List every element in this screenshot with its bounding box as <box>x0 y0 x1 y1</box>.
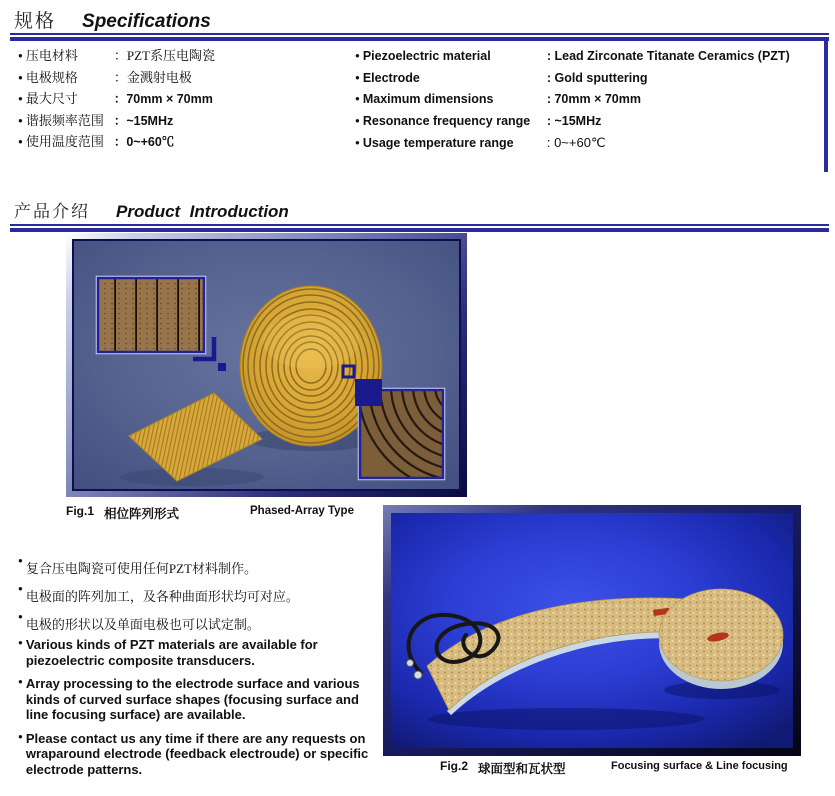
spec-value: ：PZT系压电陶瓷 <box>113 48 215 63</box>
bullet-dot: ● <box>18 584 23 593</box>
spec-row <box>18 110 215 132</box>
product-introduction-heading <box>14 197 289 222</box>
spec-row <box>355 114 790 136</box>
spec-label: Usage temperature range <box>362 136 514 151</box>
bullet-dot: ● <box>18 115 23 125</box>
spec-label: 电极规格 <box>25 69 78 85</box>
focusing-disc-transducer <box>659 589 783 689</box>
fig1-caption-cn: 相位阵列形式 <box>104 507 180 521</box>
bullet-dot: ● <box>18 612 23 621</box>
wire-terminal <box>407 660 414 667</box>
spec-label: 最大尺寸 <box>25 91 78 107</box>
spec-table-cn <box>18 45 215 153</box>
feature-list-cn <box>18 558 378 642</box>
spec-value: : 70mm × 70mm <box>546 92 641 107</box>
spec-value: ：~15MHz <box>113 113 174 128</box>
fig2-photo-frame <box>383 505 801 756</box>
bullet-dot: ● <box>18 556 23 565</box>
list-item-text: 电极的形状以及单面电极也可以试定制。 <box>25 617 260 632</box>
spec-label: Electrode <box>362 70 420 85</box>
list-item <box>18 558 378 577</box>
bullet-dot: ● <box>18 677 23 686</box>
feature-list-en <box>18 637 382 785</box>
spec-row <box>355 71 790 93</box>
spec-value: : Gold sputtering <box>546 70 648 85</box>
focusing-transducers-photo <box>391 513 793 748</box>
inset-array-detail <box>97 277 206 354</box>
bullet-dot: ● <box>18 137 23 147</box>
fig2-caption-cn: 球面型和瓦状型 <box>478 762 566 776</box>
bullet-dot: ● <box>18 72 23 82</box>
list-item-text: 复合压电陶瓷可使用任何PZT材料制作。 <box>25 561 257 576</box>
specifications-heading-en: Specifications <box>82 11 211 32</box>
spec-row <box>18 45 215 67</box>
spec-value: ：金溅射电极 <box>113 69 192 85</box>
spec-row <box>18 67 215 89</box>
heading-divider <box>10 33 829 41</box>
tile-shadow <box>428 708 704 730</box>
phased-array-photo <box>74 241 459 489</box>
bullet-dot: ● <box>18 94 23 104</box>
list-item <box>18 731 382 778</box>
specifications-heading-cn: 规格 <box>14 11 57 32</box>
fig1-photo <box>72 239 461 491</box>
spec-label: Piezoelectric material <box>362 49 491 63</box>
spec-label: 压电材料 <box>25 48 78 63</box>
bullet-dot: ● <box>355 115 360 125</box>
bullet-dot: ● <box>355 72 360 82</box>
divider-thick-line <box>10 37 829 41</box>
spec-label: 使用温度范围 <box>25 134 104 150</box>
spec-label: Maximum dimensions <box>362 92 494 107</box>
list-item <box>18 676 382 723</box>
spec-value: : Lead Zirconate Titanate Ceramics (PZT) <box>546 49 790 63</box>
list-item-text: Array processing to the electrode surface and various kinds of curved surface shapes (focusing surface and line focusing surface) are available. <box>25 676 360 722</box>
divider-thin-line <box>10 224 829 226</box>
spec-value: : ~15MHz <box>546 113 602 128</box>
spec-label: 谐振频率范围 <box>25 112 104 128</box>
spec-table-en <box>355 49 790 157</box>
fig1-photo-frame <box>66 233 467 497</box>
spec-value: ：0~+60℃ <box>113 135 175 150</box>
divider-thick-line <box>10 228 829 232</box>
spec-value: ：70mm × 70mm <box>113 92 213 107</box>
spec-box-right-border <box>824 37 828 172</box>
product-heading-cn: 产品介绍 <box>14 202 90 221</box>
spec-row <box>18 131 215 153</box>
fig2-caption-en: Focusing surface & Line focusing <box>611 760 788 772</box>
product-heading-en: Product Introduction <box>116 202 289 221</box>
divider-thin-line <box>10 33 829 35</box>
spec-row <box>355 135 790 157</box>
wire-terminal <box>414 671 422 679</box>
spec-value: : 0~+60℃ <box>546 135 606 151</box>
fig2-photo <box>391 513 793 748</box>
spec-row <box>18 88 215 110</box>
bullet-dot: ● <box>18 638 23 647</box>
bullet-dot: ● <box>355 51 360 60</box>
bullet-dot: ● <box>355 94 360 104</box>
fig1-caption-en: Phased-Array Type <box>250 505 354 517</box>
list-item <box>18 637 382 668</box>
spec-row <box>355 49 790 71</box>
spec-row <box>355 92 790 114</box>
list-item-text: Various kinds of PZT materials are available for piezoelectric composite transducers. <box>25 637 318 668</box>
fig2-caption-id: Fig.2 <box>440 759 469 773</box>
specifications-heading <box>14 6 211 33</box>
fig1-caption-id: Fig.1 <box>66 504 95 518</box>
list-item <box>18 614 378 633</box>
list-item-text: Please contact us any time if there are any requests on wraparound electrode (feedback electroude) or specific electrode patterns. <box>25 730 369 777</box>
bullet-dot: ● <box>18 731 23 741</box>
bullet-dot: ● <box>355 138 360 148</box>
heading-divider <box>10 224 829 232</box>
spec-label: Resonance frequency range <box>362 113 531 128</box>
list-item <box>18 586 378 605</box>
bullet-dot: ● <box>18 51 23 60</box>
list-item-text: 电极面的阵列加工，及各种曲面形状均可对应。 <box>25 589 299 604</box>
